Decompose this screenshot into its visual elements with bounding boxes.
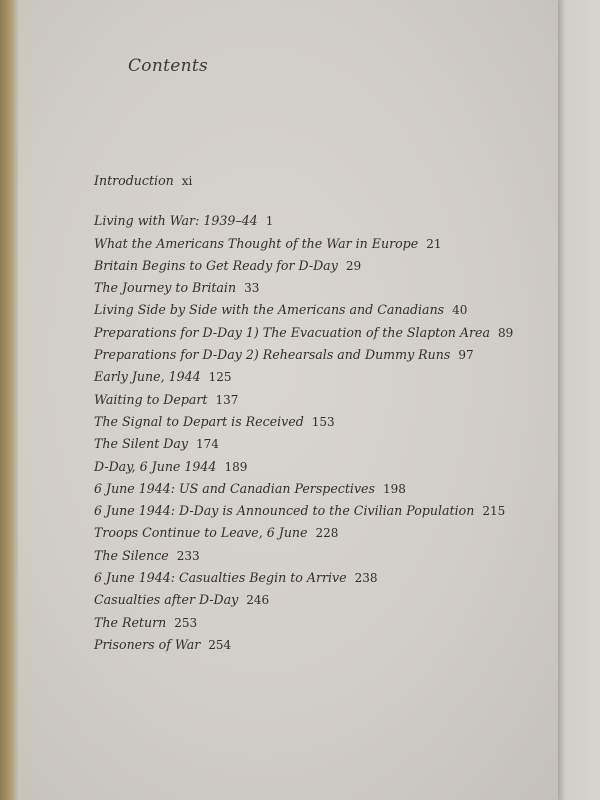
toc-entry-page: 125	[208, 370, 232, 385]
toc-entry-title: Preparations for D-Day 2) Rehearsals and Dummy Runs	[94, 347, 451, 363]
toc-entry-title: What the Americans Thought of the War in Europe	[94, 235, 419, 251]
toc-entry-page: 89	[497, 325, 514, 340]
book-spine-edge	[0, 0, 18, 800]
toc-entry	[94, 170, 544, 192]
toc-entry-title: D-Day, 6 June 1944	[94, 458, 217, 474]
toc-entry-page: 40	[452, 303, 468, 318]
toc-entry-title: Prisoners of War	[94, 636, 201, 652]
toc-entry-page: 33	[244, 281, 260, 296]
toc-entry-title: The Signal to Depart is Received	[94, 413, 304, 429]
toc-entry-title: Introduction	[94, 173, 174, 188]
contents-page	[18, 0, 558, 800]
toc-entry-title: 6 June 1944: D-Day is Announced to the Civilian Population	[94, 503, 475, 519]
toc-entry-page: 174	[196, 437, 219, 452]
toc-entry-page: 97	[458, 348, 474, 363]
toc-entry-title: The Journey to Britain	[94, 280, 237, 296]
toc-entry-page: 215	[482, 504, 506, 519]
toc-entry-page: 228	[315, 526, 339, 541]
toc-entry	[94, 277, 544, 299]
toc-entry-page: 1	[265, 214, 274, 229]
toc-entry-page: 189	[224, 459, 248, 474]
toc-entry	[94, 299, 544, 321]
toc-entry-title: Living Side by Side with the Americans and Canadians	[94, 302, 445, 318]
toc-entry	[94, 210, 544, 232]
toc-entry-title: Britain Begins to Get Ready for D-Day	[94, 257, 338, 273]
toc-entry-page: 253	[174, 615, 198, 630]
toc-entry	[94, 366, 544, 388]
toc-entry	[94, 255, 544, 277]
toc-entry	[94, 233, 544, 255]
toc-entry-title: Troops Continue to Leave, 6 June	[94, 525, 308, 541]
toc-entry-page: 254	[208, 637, 232, 652]
toc-entry-page: 21	[426, 236, 442, 251]
toc-entry	[94, 389, 544, 411]
toc-entry-page: 238	[354, 571, 378, 586]
toc-entry	[94, 478, 544, 500]
toc-entry	[94, 634, 544, 656]
toc-entry-page: 246	[246, 593, 270, 608]
toc-entry-title: The Silent Day	[94, 436, 188, 452]
toc-entry	[94, 612, 544, 634]
book-cover-edge	[558, 0, 600, 800]
page-title: Contents	[128, 56, 208, 76]
toc-entry	[94, 545, 544, 567]
toc-entry-title: Casualties after D-Day	[94, 592, 239, 608]
toc-entry	[94, 567, 544, 589]
toc-entry-page: 29	[345, 258, 362, 273]
toc-entry-page: 153	[311, 414, 335, 429]
toc-entry-title: Early June, 1944	[94, 369, 201, 385]
toc-entry-title: The Silence	[94, 547, 169, 563]
toc-entry-title: The Return	[94, 614, 167, 630]
toc-entry	[94, 433, 544, 455]
toc-entry	[94, 344, 544, 366]
table-of-contents	[94, 170, 544, 656]
toc-entry	[94, 589, 544, 611]
toc-entry	[94, 500, 544, 522]
toc-entry	[94, 456, 544, 478]
toc-entry	[94, 411, 544, 433]
toc-entry-page: 198	[382, 481, 406, 496]
toc-entry-page: 233	[176, 548, 200, 563]
toc-entry-title: 6 June 1944: Casualties Begin to Arrive	[94, 570, 347, 586]
toc-entry-title: Living with War: 1939–44	[94, 213, 258, 229]
toc-entry-title: Preparations for D-Day 1) The Evacuation of the Slapton Area	[94, 324, 490, 340]
toc-entry-page: 137	[215, 392, 239, 407]
toc-entry-title: 6 June 1944: US and Canadian Perspectives	[94, 480, 375, 496]
toc-entry-page: xi	[181, 174, 193, 188]
toc-entry	[94, 322, 544, 344]
toc-entry-title: Waiting to Depart	[94, 391, 208, 407]
toc-entry	[94, 522, 544, 544]
